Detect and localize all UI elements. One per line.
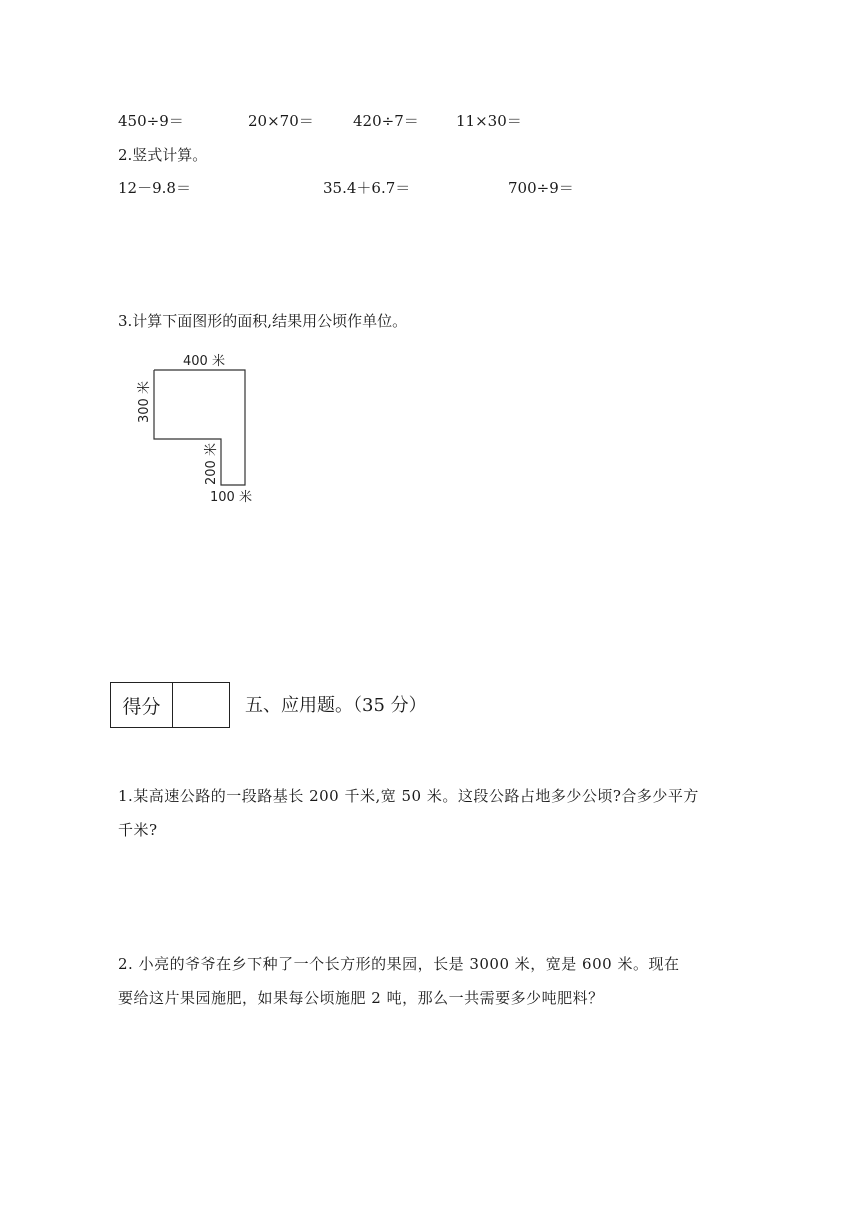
q2-item-3: 700÷9＝ xyxy=(508,179,574,197)
label-bottom: 100 米 xyxy=(210,490,252,505)
section5-heading: 五、应用题。（35 分） xyxy=(245,695,427,716)
q2-title: 2.竖式计算。 xyxy=(118,146,208,164)
label-left: 300 米 xyxy=(137,381,152,423)
problem-2-line-1: 2. 小亮的爷爷在乡下种了一个长方形的果园，长是 3000 米，宽是 600 米。现在 xyxy=(118,955,680,973)
problem-1-line-1: 1.某高速公路的一段路基长 200 千米,宽 50 米。这段公路占地多少公顷?合多少平方 xyxy=(118,787,699,805)
l-shape-figure xyxy=(128,345,268,515)
score-value[interactable] xyxy=(173,683,229,727)
score-label: 得分 xyxy=(111,683,173,727)
l-shape-outline xyxy=(154,370,245,485)
oral-calc-2: 20×70＝ xyxy=(248,112,314,130)
problem-2-line-2: 要给这片果园施肥，如果每公顷施肥 2 吨，那么一共需要多少吨肥料？ xyxy=(118,989,604,1007)
oral-calc-1: 450÷9＝ xyxy=(118,112,184,130)
oral-calc-3: 420÷7＝ xyxy=(353,112,419,130)
label-top: 400 米 xyxy=(183,354,225,369)
q3-title: 3.计算下面图形的面积,结果用公顷作单位。 xyxy=(118,312,408,330)
problem-1-line-2: 千米? xyxy=(118,821,158,839)
q2-item-1: 12－9.8＝ xyxy=(118,179,191,197)
label-inner: 200 米 xyxy=(204,443,219,485)
score-box xyxy=(110,682,230,728)
oral-calc-4: 11×30＝ xyxy=(456,112,522,130)
q2-item-2: 35.4＋6.7＝ xyxy=(323,179,411,197)
